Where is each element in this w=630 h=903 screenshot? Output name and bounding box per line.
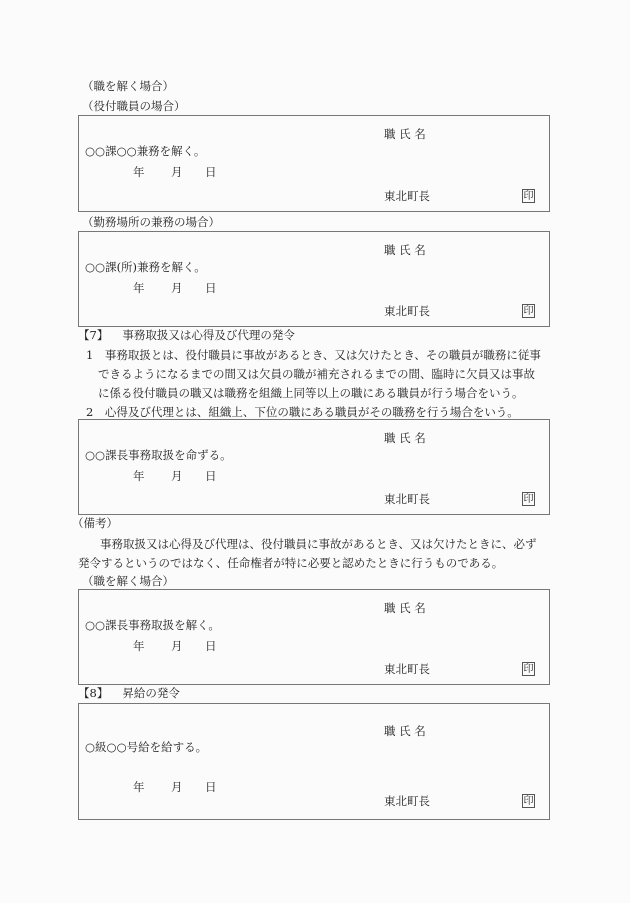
year-label: 年 bbox=[133, 639, 145, 653]
name-title-label: 職 氏 名 bbox=[384, 431, 426, 445]
seal-icon: 印 bbox=[523, 796, 534, 807]
section-8-number: 【8】 bbox=[78, 686, 109, 700]
month-label: 月 bbox=[171, 780, 183, 794]
day-label: 日 bbox=[205, 165, 217, 179]
section-7-number: 【7】 bbox=[78, 328, 109, 342]
mayor-label: 東北町長 bbox=[384, 189, 430, 203]
workplace-heading: （勤務場所の兼務の場合） bbox=[82, 215, 220, 229]
seal-icon: 印 bbox=[523, 191, 534, 202]
year-label: 年 bbox=[133, 165, 145, 179]
section-7-para1-line1: 1 事務取扱とは、役付職員に事故があるとき、又は欠けたとき、その職員が職務に従事 bbox=[86, 348, 541, 362]
day-label: 日 bbox=[205, 780, 217, 794]
section-8-title: 昇給の発令 bbox=[122, 686, 180, 700]
section-7-heading bbox=[78, 328, 295, 342]
month-label: 月 bbox=[171, 469, 183, 483]
section-7-para2: 2 心得及び代理とは、組織上、下位の職にある職員がその職務を行う場合をいう。 bbox=[86, 405, 519, 419]
notice-text: ○○課長事務取扱を解く。 bbox=[85, 618, 220, 632]
year-label: 年 bbox=[133, 281, 145, 295]
notice-box-3 bbox=[78, 419, 550, 515]
section-7-para1-line3: に係る役付職員の職又は職務を組織上同等以上の職にある職員が行う場合をいう。 bbox=[98, 386, 524, 400]
section-8-heading bbox=[78, 686, 180, 700]
date-line bbox=[133, 780, 217, 794]
name-title-label: 職 氏 名 bbox=[384, 724, 426, 738]
mayor-label: 東北町長 bbox=[384, 304, 430, 318]
mayor-label: 東北町長 bbox=[384, 794, 430, 808]
month-label: 月 bbox=[171, 165, 183, 179]
seal-icon: 印 bbox=[523, 306, 534, 317]
day-label: 日 bbox=[205, 469, 217, 483]
month-label: 月 bbox=[171, 639, 183, 653]
date-line bbox=[133, 165, 217, 179]
year-label: 年 bbox=[133, 469, 145, 483]
day-label: 日 bbox=[205, 639, 217, 653]
date-line bbox=[133, 281, 217, 295]
section-7-para1-line2: できるようになるまでの間又は欠員の職が補充されるまでの間、臨時に欠員又は事故 bbox=[98, 367, 535, 381]
year-label: 年 bbox=[133, 780, 145, 794]
date-line bbox=[133, 639, 217, 653]
date-line bbox=[133, 469, 217, 483]
day-label: 日 bbox=[205, 281, 217, 295]
name-title-label: 職 氏 名 bbox=[384, 127, 426, 141]
notice-box-5 bbox=[78, 703, 550, 820]
name-title-label: 職 氏 名 bbox=[384, 601, 426, 615]
remarks-line-2: 発令するというのではなく、任命権者が特に必要と認めたときに行うものである。 bbox=[78, 556, 504, 570]
notice-box-1 bbox=[78, 115, 550, 212]
notice-text: ○○課(所)兼務を解く。 bbox=[85, 260, 206, 274]
notice-box-2 bbox=[78, 231, 550, 327]
mayor-label: 東北町長 bbox=[384, 662, 430, 676]
section-7-title: 事務取扱又は心得及び代理の発令 bbox=[122, 328, 295, 342]
notice-text: ○○課長事務取扱を命ずる。 bbox=[85, 448, 232, 462]
notice-text: ○級○○号給を給する。 bbox=[85, 740, 208, 754]
remarks-line-1: 事務取扱又は心得及び代理は、役付職員に事故があるとき、又は欠けたときに、必ず bbox=[100, 537, 537, 551]
dismiss-heading-2: （職を解く場合） bbox=[82, 574, 174, 588]
notice-box-4 bbox=[78, 589, 550, 685]
seal-icon: 印 bbox=[523, 494, 534, 505]
dismiss-heading: （職を解く場合） bbox=[82, 79, 174, 93]
mayor-label: 東北町長 bbox=[384, 492, 430, 506]
executive-heading: （役付職員の場合） bbox=[82, 99, 186, 113]
remarks-heading: （備考） bbox=[72, 516, 118, 530]
notice-text: ○○課○○兼務を解く。 bbox=[85, 144, 206, 158]
seal-icon: 印 bbox=[523, 664, 534, 675]
month-label: 月 bbox=[171, 281, 183, 295]
name-title-label: 職 氏 名 bbox=[384, 243, 426, 257]
